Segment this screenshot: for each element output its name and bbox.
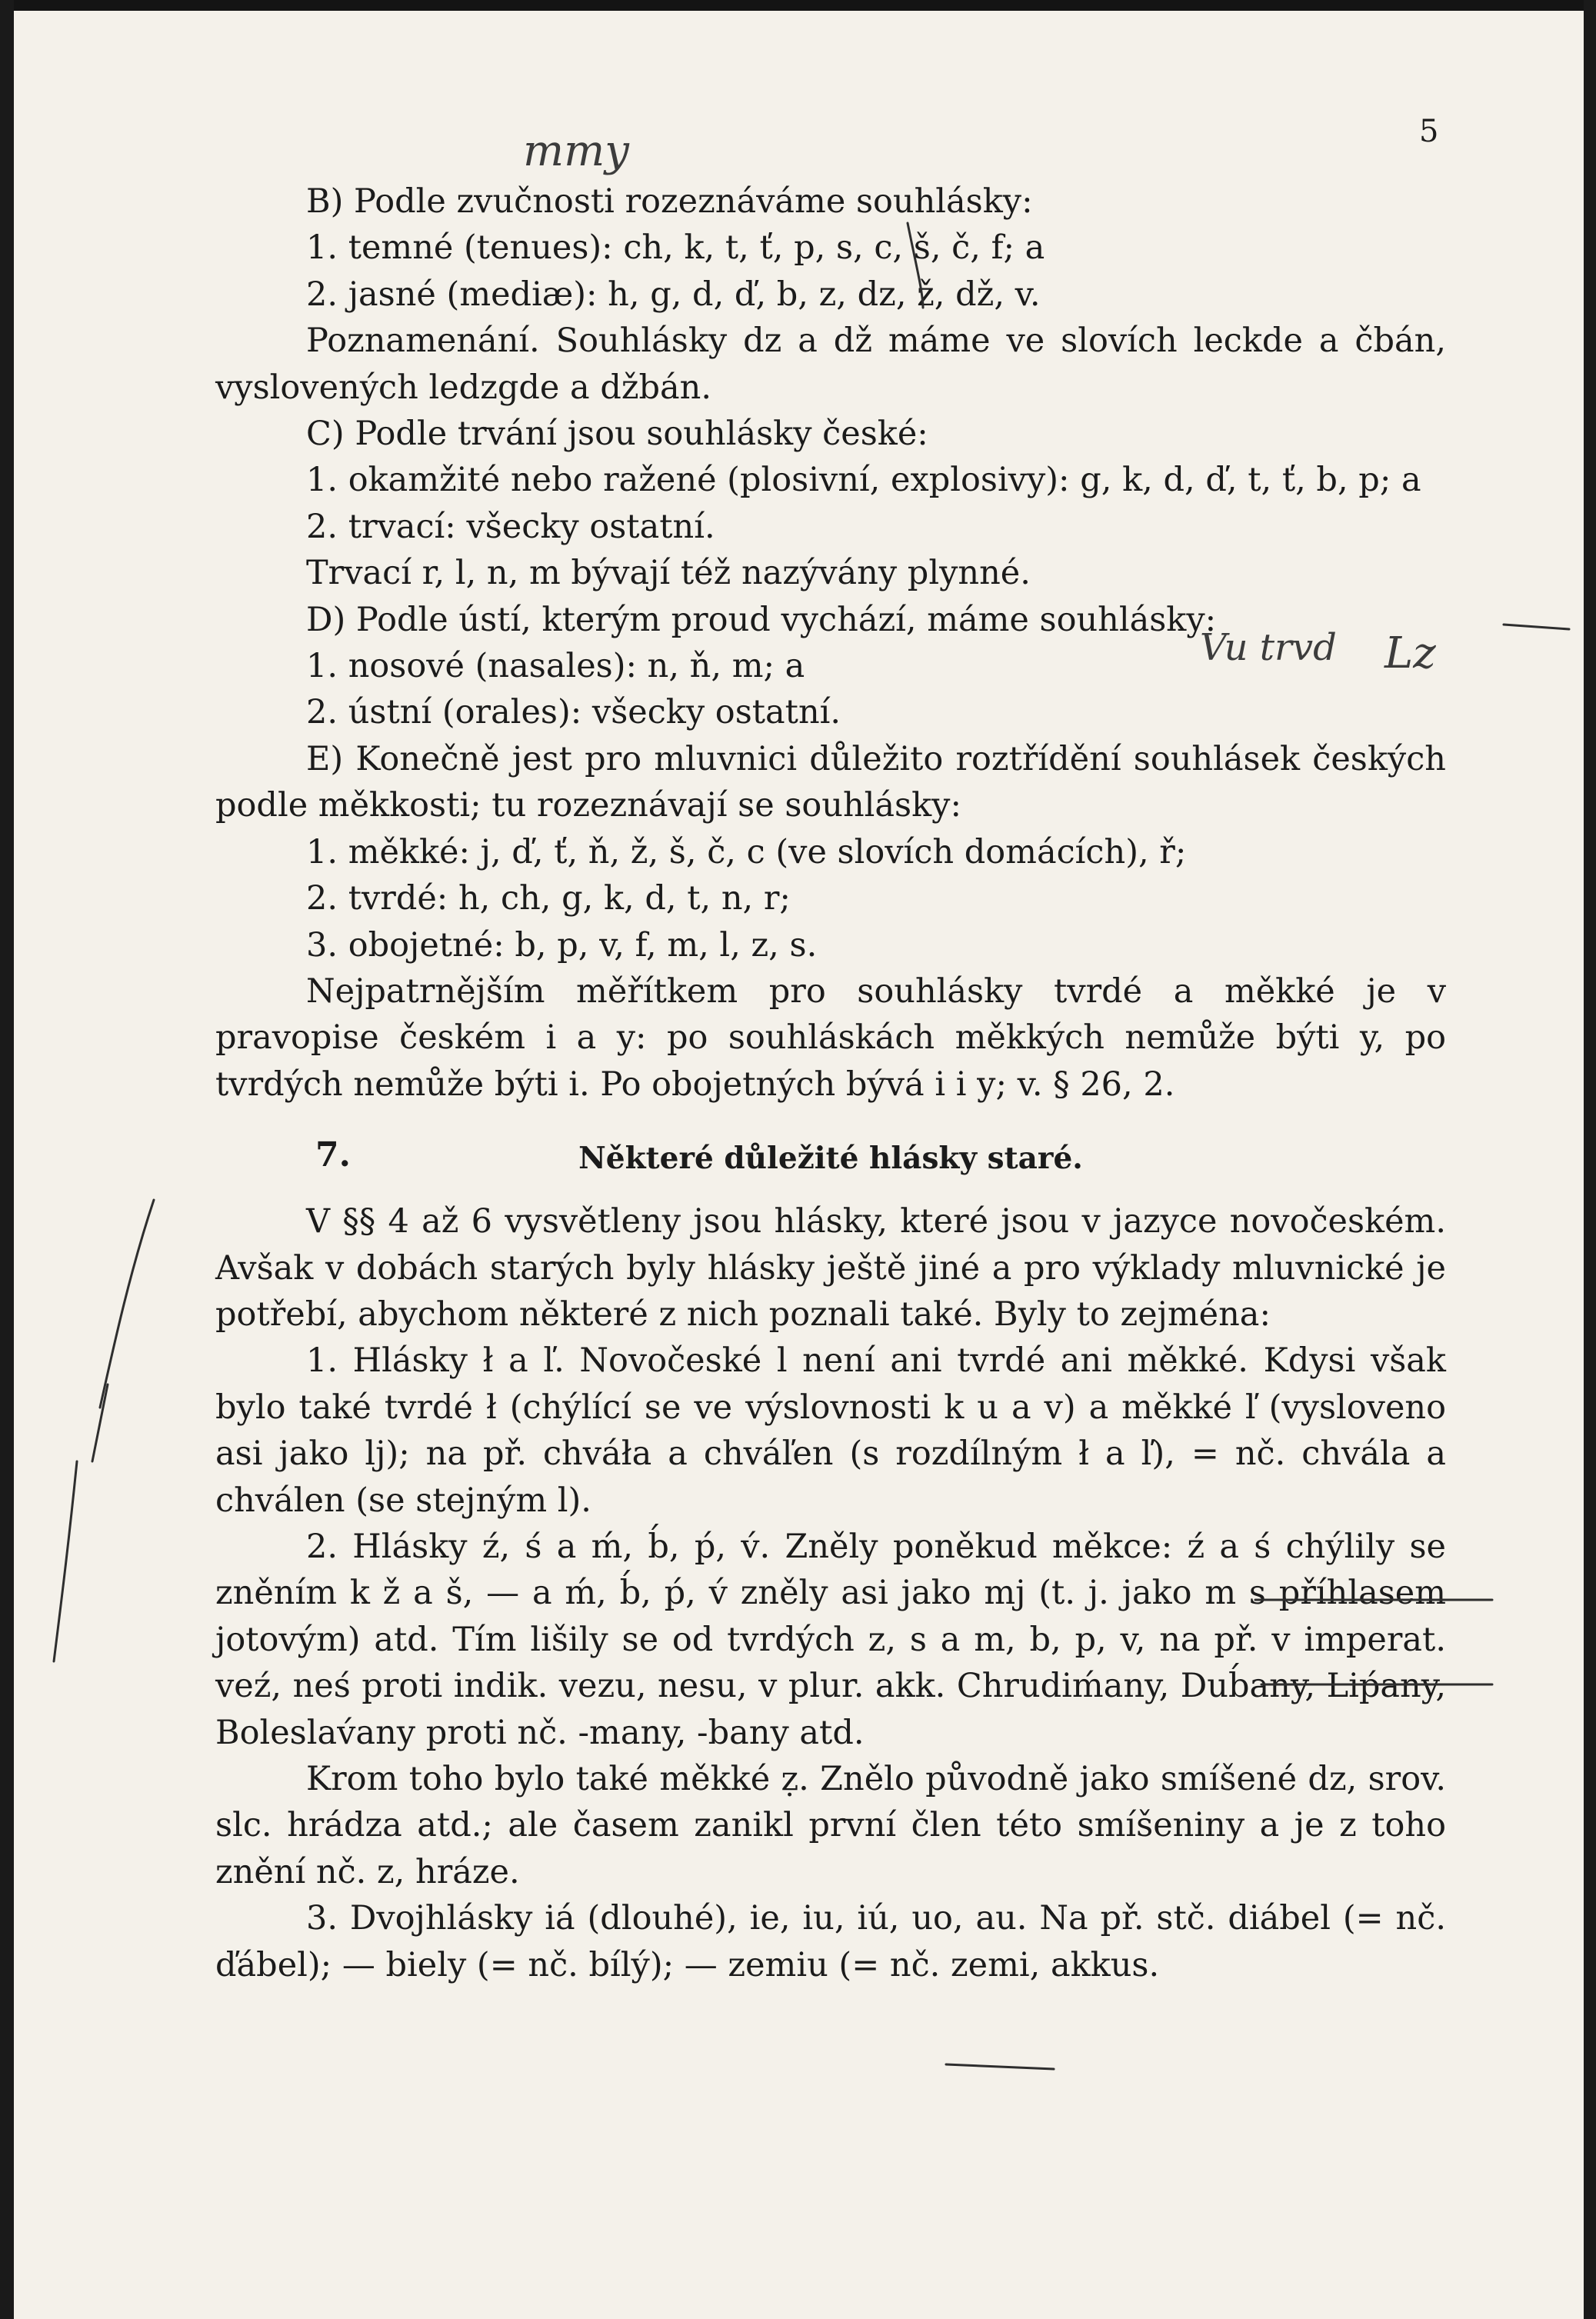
paragraph-d-heading: D) Podle ústí, kterým proud vychází, máme souhlásky: xyxy=(306,600,1217,639)
underline-dvojhlasky xyxy=(946,2064,1054,2069)
list-item-tvrde: 2. tvrdé: h, ch, g, k, d, t, n, r; xyxy=(306,879,791,918)
page-number: 5 xyxy=(1419,114,1439,149)
check-mark-dz xyxy=(908,223,923,308)
handwritten-note-right: Lz xyxy=(1384,628,1436,678)
list-item-ustni: 2. ústní (orales): všecky ostatní. xyxy=(306,693,841,732)
section-number: 7. xyxy=(315,1135,351,1175)
list-item-okamzite: 1. okamžité nebo ražené (plosivní, explosivy): g, k, d, ď, t, ť, b, p; a xyxy=(306,461,1421,500)
note-plynne: Trvací r, l, n, m bývají též nazývány plynné. xyxy=(306,554,1031,593)
list-item-jasne: 2. jasné (mediæ): h, g, d, ď, b, z, dz, ž, dž, v. xyxy=(306,275,1041,314)
paragraph-mekke-z: Krom toho bylo také měkké ẓ. Znělo původně jako smíšené dz, srov. slc. hrádza atd.; ale časem zanikl první člen této smíšeniny a je z toho znění nč. z, hráze. xyxy=(215,1760,1446,1891)
paragraph-b-heading: B) Podle zvučnosti rozeznáváme souhlásky: xyxy=(306,182,1033,221)
paragraph-pravopis: Nejpatrnějším měřítkem pro souhlásky tvrdé a měkké je v pravopise českém i a y: po souhláskách měkkých nemůže býti y, po tvrdých nemůže býti i. Po obojetných bývá i i y; v. § 26, 2. xyxy=(215,971,1446,1104)
list-item-temne: 1. temné (tenues): ch, k, t, ť, p, s, c, š, č, f; a xyxy=(306,228,1045,268)
handwritten-note-margin: Vu trvd xyxy=(1200,626,1337,669)
list-item-nosove: 1. nosové (nasales): n, ň, m; a xyxy=(306,647,805,686)
paragraph-dvojhlasky: 3. Dvojhlásky iá (dlouhé), ie, iu, iú, uo, au. Na př. stč. diábel (= nč. ďábel); — biely (= nč. bílý); — zemiu (= nč. zemi, akkus. xyxy=(215,1899,1446,1984)
note-poznamenani: Poznamenání. Souhlásky dz a dž máme ve slovích leckde a čbán, vyslovených ledzgde a džbán. xyxy=(215,322,1446,407)
margin-dash-mark xyxy=(1504,625,1569,629)
list-item-mekke: 1. měkké: j, ď, ť, ň, ž, š, č, c (ve slovích domácích), ř; xyxy=(306,832,1187,871)
paragraph-e-heading: E) Konečně jest pro mluvnici důležito roztřídění souhlásek českých podle měkkosti; tu rozeznávají se souhlásky: xyxy=(215,739,1446,825)
paragraph-hlasky-l: 1. Hlásky ł a ľ. Novočeské l není ani tvrdé ani měkké. Kdysi však bylo také tvrdé ł (chýlící se ve výslovnosti k u a v) a měkké ľ (vysloveno asi jako lj); na př. chváła a chváľen (s rozdílným ł a ľ), = nč. chvála a chválen (se stejným l). xyxy=(215,1341,1446,1520)
paragraph-c-heading: C) Podle trvání jsou souhlásky české: xyxy=(306,415,928,454)
handwritten-note-top: mmy xyxy=(523,126,629,176)
paragraph-hlasky-z-s: 2. Hlásky ź, ś a ḿ, b́, ṕ, v́. Zněly poněkud měkce: ź a ś chýlily se zněním k ž a š, — a ḿ, b́, ṕ, v́ zněly asi jako mj (t. j. jako m s příhlasem jotovým) atd. Tím lišily se od tvrdých z, s a m, b, p, v, na př. v imperat. veź, neś proti indik. vezu, nesu, v plur. akk. Chrudiḿany, Dub́any, Liṕany, Boleslav́any proti nč. -many, -bany atd. xyxy=(215,1527,1446,1752)
margin-scribble-left xyxy=(54,1200,154,1661)
paragraph-intro: V §§ 4 až 6 vysvětleny jsou hlásky, které jsou v jazyce novočeském. Avšak v dobách starých byly hlásky ještě jiné a pro výklady mluvnické je potřebí, abychom některé z nich poznali také. Byly to zejména: xyxy=(215,1202,1446,1334)
list-item-obojetne: 3. obojetné: b, p, v, f, m, l, z, s. xyxy=(306,925,818,965)
section-title: Některé důležité hlásky staré. xyxy=(578,1141,1083,1177)
list-item-trvaci: 2. trvací: všecky ostatní. xyxy=(306,507,715,546)
